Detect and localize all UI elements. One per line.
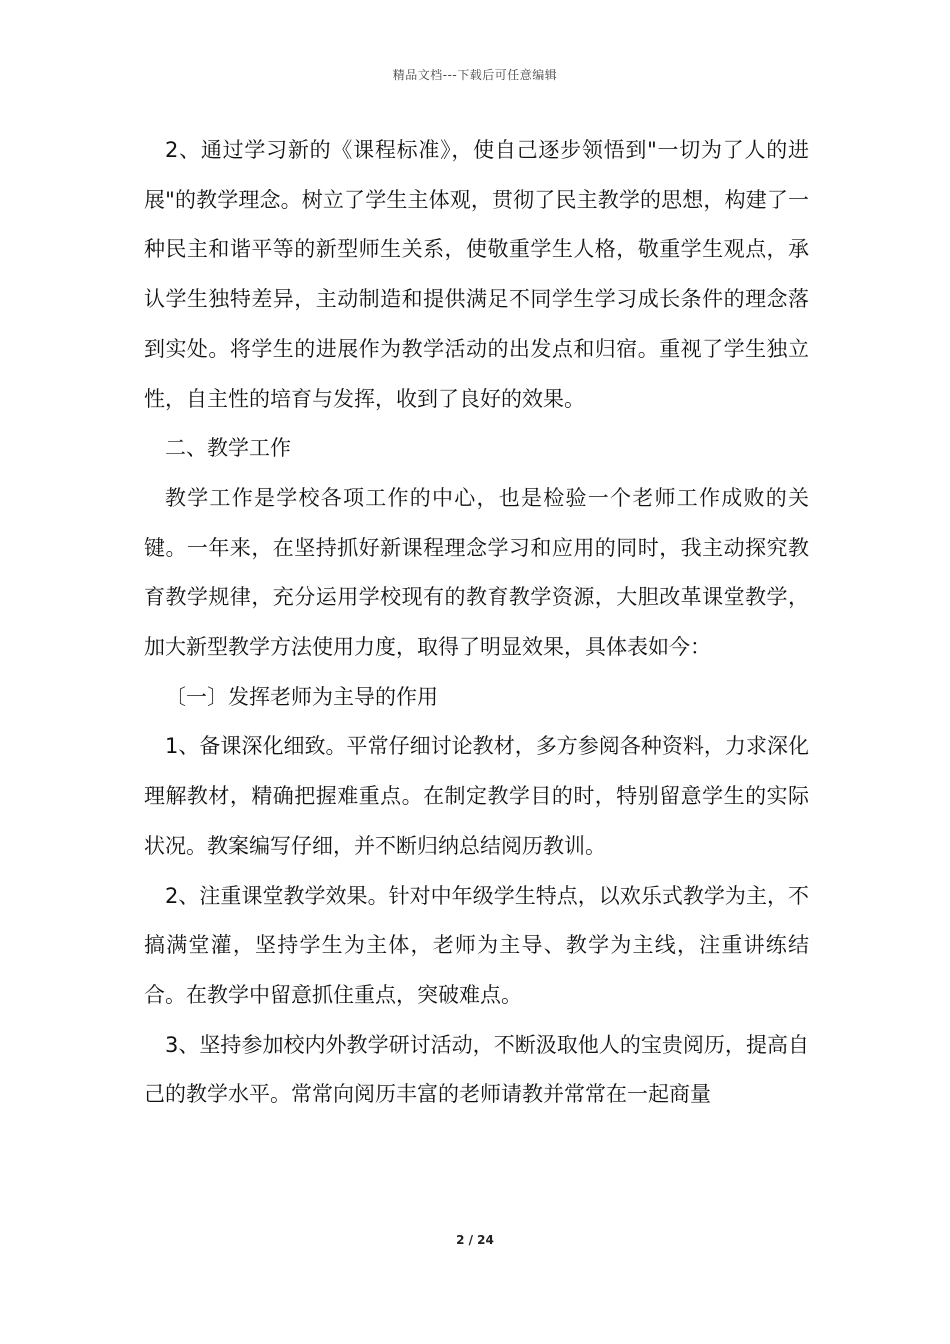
document-body: [144, 126, 809, 1120]
subheading-teacher-leading-role: 〔一〕发挥老师为主导的作用: [165, 684, 438, 709]
paragraph-teaching-work-intro: 教学工作是学校各项工作的中心，也是检验一个老师工作成败的关键。一年来，在坚持抓好新课程理念学习和应用的同时，我主动探究教育教学规律，充分运用学校现有的教育教学资源，大胆改革课堂教学，加大新型教学方法使用力度，取得了明显效果，具体表如今：: [144, 485, 809, 660]
paragraph-curriculum-standard: 2、通过学习新的《课程标准》，使自己逐步领悟到"一切为了人的进展"的教学理念。树立了学生主体观，贯彻了民主教学的思想，构建了一种民主和谐平等的新型师生关系，使敬重学生人格，敬重学生观点，承认学生独特差异，主动制造和提供满足不同学生学习成长条件的理念落到实处。将学生的进展作为教学活动的出发点和归宿。重视了学生独立性，自主性的培育与发挥，收到了良好的效果。: [144, 138, 809, 411]
section-heading-teaching-work: 二、教学工作: [165, 436, 291, 461]
paragraph-teaching-research: 3、坚持参加校内外教学研讨活动，不断汲取他人的宝贵阅历，提高自己的教学水平。常常向阅历丰富的老师请教并常常在一起商量: [144, 1032, 809, 1107]
paragraph-classroom-effect: 2、注重课堂教学效果。针对中年级学生特点，以欢乐式教学为主，不搞满堂灌，坚持学生为主体，老师为主导、教学为主线，注重讲练结合。在教学中留意抓住重点，突破难点。: [144, 883, 809, 1007]
page-number: 2 / 24: [456, 1233, 494, 1247]
paragraph-lesson-preparation: 1、备课深化细致。平常仔细讨论教材，多方参阅各种资料，力求深化理解教材，精确把握难重点。在制定教学目的时，特别留意学生的实际状况。教案编写仔细，并不断归纳总结阅历教训。: [144, 734, 809, 858]
page-header: 精品文档---下载后可任意编辑: [392, 68, 558, 82]
